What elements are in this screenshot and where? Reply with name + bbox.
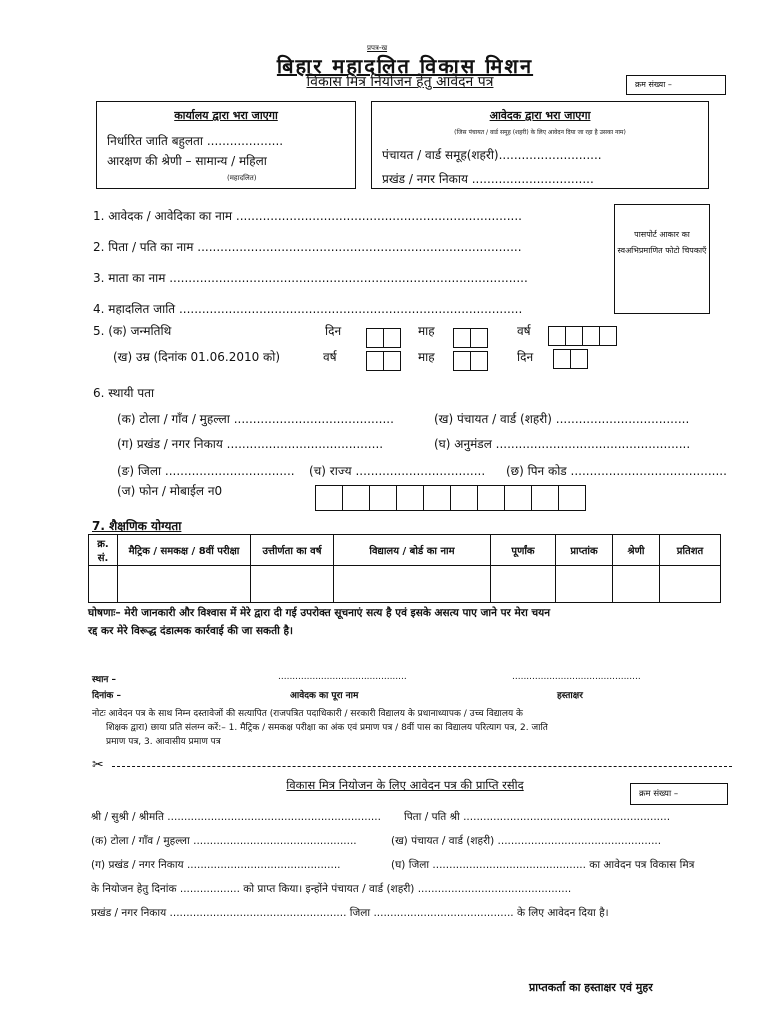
education-table: [88, 534, 721, 603]
address-state-field[interactable]: (च) राज्य ..................................: [309, 464, 486, 478]
dob-year-cells[interactable]: [548, 326, 616, 346]
col-percentage: प्रतिशत: [660, 535, 721, 566]
col-division: श्रेणी: [613, 535, 660, 566]
applicant-box-heading: आवेदक द्वारा भरा जाएगा: [489, 109, 591, 122]
dob-month-label: माह: [418, 324, 435, 338]
col-exam: मैट्रिक / समकक्ष / 8वीं परीक्षा: [118, 535, 251, 566]
applicant-box-note: (जिस पंचायत / वार्ड समूह (शहरी) के लिए आवेदन दिया जा रहा है उसका नाम): [454, 129, 626, 136]
caste-majority-field[interactable]: निर्धारित जाति बहुलता ....................: [107, 134, 284, 148]
age-year-cells[interactable]: [366, 351, 400, 371]
phone-cells[interactable]: [315, 485, 585, 511]
permanent-address-label: 6. स्थायी पता: [93, 386, 155, 400]
note-line-2: शिक्षक द्वारा) छाया प्रति संलग्न करें:– 1. मैट्रिक / समकक्ष परीक्षा का अंक एवं प्रमाण पत्र / 8वीं पास का विद्यालय परित्याग पत्र, 2. जाति: [106, 723, 548, 733]
dob-year-label: वर्ष: [517, 324, 531, 338]
receipt-name-field[interactable]: श्री / सुश्री / श्रीमति ................................................................: [91, 811, 381, 823]
form-code: प्रपत्र-ख: [367, 44, 388, 52]
col-obtained-marks: प्राप्तांक: [556, 535, 613, 566]
address-pincode-field[interactable]: (छ) पिन कोड .........................................: [506, 464, 727, 478]
date-label: दिनांक –: [92, 691, 121, 701]
address-village-field[interactable]: (क) टोला / गाँव / मुहल्ला ..........................................: [117, 412, 394, 426]
declaration-label: घोषणाः–: [88, 607, 121, 619]
dob-month-cells[interactable]: [453, 328, 487, 348]
serial-number-box[interactable]: [626, 75, 726, 95]
declaration-text-2: रद्द कर मेरे विरूद्ध दंडात्मक कार्रवाई की जा सकती है।: [88, 625, 294, 637]
scissor-icon: ✂: [92, 757, 104, 773]
address-panchayat-field[interactable]: (ख) पंचायत / वार्ड (शहरी) ...................................: [434, 412, 690, 426]
fullname-label: आवेदक का पूरा नाम: [290, 691, 359, 701]
applicant-name-field[interactable]: 1. आवेदक / आवेदिका का नाम ...........................................................................: [93, 209, 522, 223]
receipt-title: विकास मित्र नियोजन के लिए आवेदन पत्र की प्राप्ति रसीद: [286, 778, 524, 792]
mother-name-field[interactable]: 3. माता का नाम ..............................................................................................: [93, 271, 528, 285]
receipt-block-district-line[interactable]: प्रखंड / नगर निकाय ..................................................... जिला .......................................... के लिए आवेदन दिया है।: [91, 907, 609, 919]
note-line-1: नोटः आवेदन पत्र के साथ निम्न दस्तावेजों की सत्यापित (राजपत्रित पदाधिकारी / सरकारी विद्यालय के प्रधानाध्यापक / उच्च विद्यालय के: [92, 709, 523, 719]
note-line-3: प्रमाण पत्र, 3. आवासीय प्रमाण पत्र: [106, 737, 221, 747]
col-pass-year: उत्तीर्णता का वर्ष: [251, 535, 334, 566]
dob-label: 5. (क) जन्मतिथि: [93, 324, 172, 338]
dob-day-cells[interactable]: [366, 328, 400, 348]
age-label: (ख) उम्र (दिनांक 01.06.2010 को): [113, 350, 281, 364]
receipt-district-field[interactable]: (घ) जिला .............................................. का आवेदन पत्र विकास मित्र: [391, 859, 695, 871]
fullname-line[interactable]: .............................................: [278, 672, 407, 682]
form-subtitle: विकास मित्र नियोजन हेतु आवेदन पत्र: [306, 74, 494, 90]
panchayat-ward-field[interactable]: पंचायत / वार्ड समूह(शहरी)...........................: [382, 148, 602, 162]
col-serial: क्र. सं.: [89, 535, 118, 566]
address-block-field[interactable]: (ग) प्रखंड / नगर निकाय .........................................: [117, 437, 384, 451]
photo-instruction: पासपोर्ट आकार का स्वअभिप्रमाणित फोटो चिपकाएँ: [617, 230, 707, 255]
signature-line[interactable]: .............................................: [512, 672, 641, 682]
dob-day-label: दिन: [325, 324, 342, 338]
signature-label: हस्ताक्षर: [557, 691, 583, 701]
receipt-serial-label: क्रम संख्या –: [639, 789, 679, 799]
father-husband-name-field[interactable]: 2. पिता / पति का नाम .....................................................................................: [93, 240, 522, 254]
office-box-heading: कार्यालय द्वारा भरा जाएगा: [174, 109, 278, 122]
receipt-father-field[interactable]: पिता / पति श्री ..............................................................: [404, 811, 671, 823]
office-use-box: [96, 101, 356, 189]
declaration-line1: [88, 606, 550, 620]
age-day-label: दिन: [517, 350, 534, 364]
phone-label: (ज) फोन / मोबाईल न0: [117, 484, 223, 498]
address-subdivision-field[interactable]: (घ) अनुमंडल ...................................................: [434, 437, 691, 451]
page-title: बिहार महादलित विकास मिशन: [276, 54, 534, 78]
declaration-text-1: मेरी जानकारी और विश्वास में मेरे द्वारा दी गई उपरोक्त सूचनाएं सत्य है एवं इसके असत्य पाए जाने पर मेरा चयन: [124, 607, 551, 619]
age-month-cells[interactable]: [453, 351, 487, 371]
col-school-board: विद्यालय / बोर्ड का नाम: [334, 535, 491, 566]
cut-line: [112, 766, 732, 767]
mahadalit-label: (महादलित): [227, 174, 257, 182]
place-label: स्थान –: [92, 675, 117, 685]
address-district-field[interactable]: (ङ) जिला ..................................: [117, 464, 295, 478]
block-municipality-field[interactable]: प्रखंड / नगर निकाय ................................: [382, 172, 594, 186]
table-row: [89, 566, 721, 603]
mahadalit-caste-field[interactable]: 4. महादलित जाति ..........................................................................................: [93, 302, 523, 316]
photo-box[interactable]: [614, 204, 710, 314]
age-month-label: माह: [418, 350, 435, 364]
education-heading: 7. शैक्षणिक योग्यता: [92, 519, 182, 533]
receiver-signature-label: प्राप्तकर्ता का हस्ताक्षर एवं मुहर: [529, 981, 653, 994]
reservation-category-field[interactable]: आरक्षण की श्रेणी – सामान्य / महिला: [107, 154, 267, 168]
receipt-panchayat-field[interactable]: (ख) पंचायत / वार्ड (शहरी) .................................................: [391, 835, 662, 847]
receipt-serial-box[interactable]: [630, 783, 728, 805]
receipt-village-field[interactable]: (क) टोला / गाँव / मुहल्ला .................................................: [91, 835, 357, 847]
receipt-block-field[interactable]: (ग) प्रखंड / नगर निकाय ..............................................: [91, 859, 341, 871]
receipt-date-line[interactable]: के नियोजन हेतु दिनांक .................. को प्राप्त किया। इन्होंने पंचायत / वार्ड (शहरी) ..............................................: [91, 883, 572, 895]
age-year-label: वर्ष: [323, 350, 337, 364]
serial-number-label: क्रम संख्या –: [635, 80, 672, 89]
col-full-marks: पूर्णांक: [491, 535, 556, 566]
applicant-fill-box: [371, 101, 709, 189]
age-day-cells[interactable]: [553, 349, 587, 369]
